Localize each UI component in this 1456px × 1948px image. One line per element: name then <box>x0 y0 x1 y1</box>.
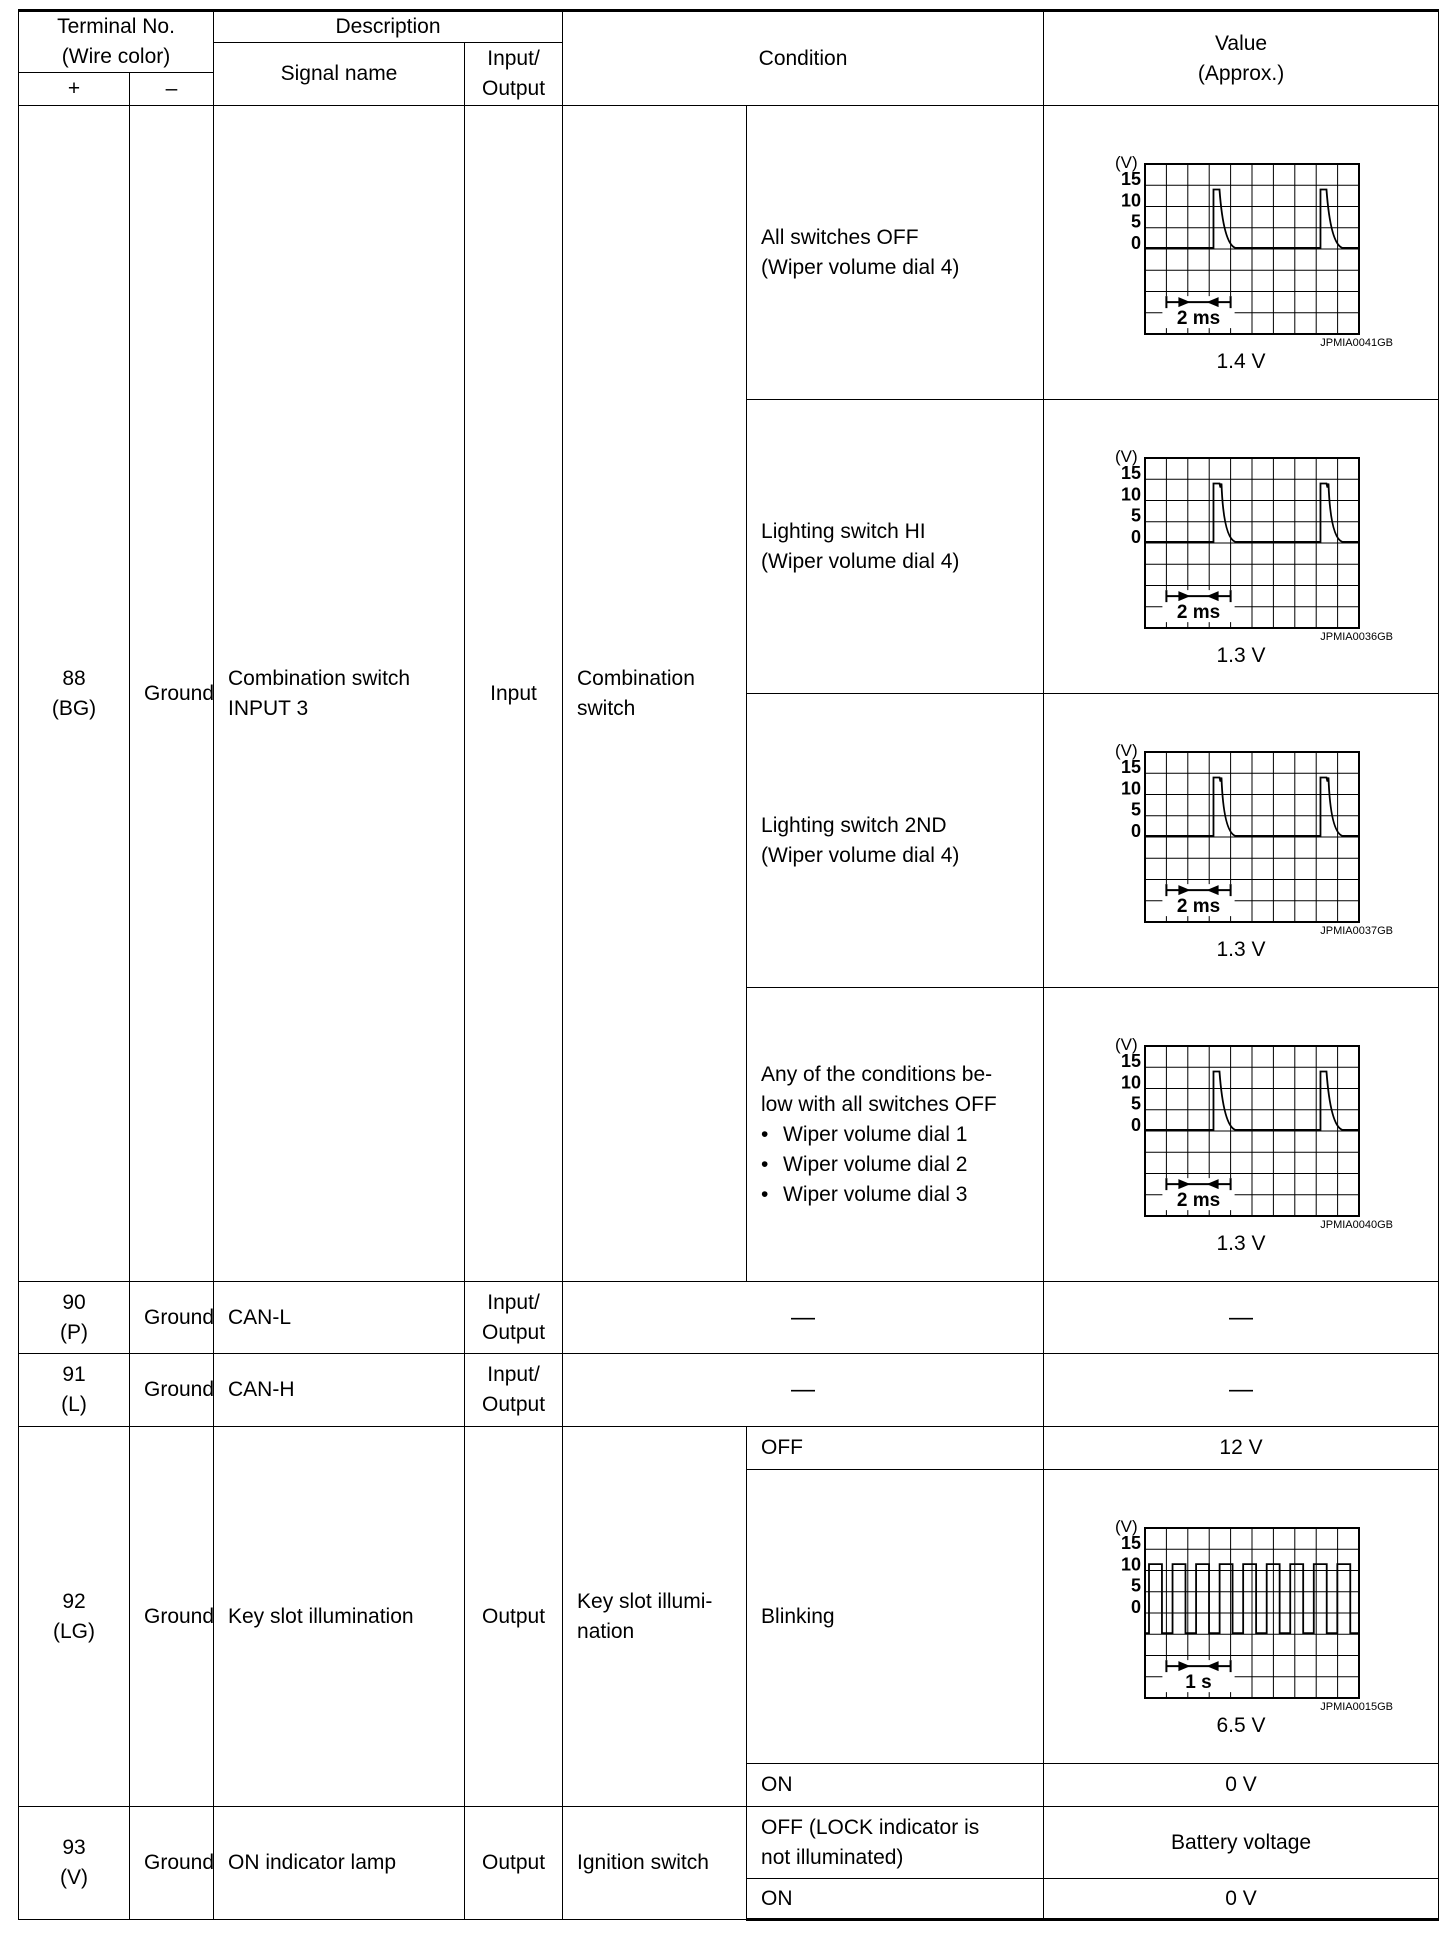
waveform-88-1 <box>1044 132 1438 346</box>
table-row-88 <box>19 106 1439 400</box>
waveform-88-4 <box>1044 1014 1438 1228</box>
header-minus: – <box>130 73 214 106</box>
y-tick-label: 0 <box>1131 526 1142 547</box>
value-88-4 <box>1044 988 1439 1282</box>
value-91: — <box>1044 1354 1439 1427</box>
y-tick-label: 15 <box>1121 1050 1142 1071</box>
value-88-1 <box>1044 106 1439 400</box>
figure-code-label: JPMIA0037GB <box>1320 924 1394 934</box>
condition-91: — <box>563 1354 1044 1427</box>
y-tick-label: 15 <box>1121 168 1142 189</box>
subcondition-line-1: All switches OFF <box>761 225 919 249</box>
header-wire-color-label: (Wire color) <box>61 45 171 68</box>
wire-color: (LG) <box>53 1619 95 1643</box>
y-tick-label: 10 <box>1121 483 1142 504</box>
bullet-item: • Wiper volume dial 2 <box>761 1150 1029 1180</box>
value-93-1: Battery voltage <box>1044 1807 1439 1879</box>
ground-90: Ground <box>130 1282 214 1354</box>
signal-name-line-1: Combination switch <box>228 666 411 690</box>
io-line-1: Input/ <box>487 1290 540 1314</box>
timebase-label: 1 s <box>1185 1671 1212 1693</box>
io-line-1: Input/ <box>487 1363 540 1386</box>
signal-93: ON indicator lamp <box>214 1807 465 1920</box>
figure-code-label: JPMIA0036GB <box>1320 630 1394 640</box>
signal-88 <box>214 106 465 1282</box>
value-88-2 <box>1044 400 1439 694</box>
condition-88: Combination switch <box>563 106 747 1282</box>
value-text: 1.3 V <box>1216 643 1266 667</box>
timebase-label: 2 ms <box>1176 895 1221 917</box>
io-91 <box>465 1354 563 1427</box>
terminal-92 <box>19 1427 130 1807</box>
condition-90: — <box>563 1282 1044 1354</box>
table-row-91 <box>19 1354 1439 1427</box>
subcondition-line-2: (Wiper volume dial 4) <box>761 843 960 867</box>
ground-93: Ground <box>130 1807 214 1920</box>
y-tick-label: 5 <box>1131 505 1142 525</box>
bullet-item: • Wiper volume dial 3 <box>761 1180 1029 1210</box>
figure-code-label: JPMIA0040GB <box>1320 1218 1394 1228</box>
y-tick-label: 5 <box>1131 211 1142 231</box>
y-tick-label: 10 <box>1121 777 1142 798</box>
figure-code-label: JPMIA0015GB <box>1320 1700 1394 1710</box>
axis-unit-label: (V) <box>1115 1034 1138 1054</box>
table-row-92 <box>19 1427 1439 1470</box>
header-description: Description <box>214 11 563 43</box>
header-input-output <box>465 43 563 106</box>
subcondition-92-1: OFF <box>747 1427 1044 1470</box>
y-tick-label: 0 <box>1131 1114 1142 1135</box>
subcondition-88-3 <box>747 694 1044 988</box>
io-92: Output <box>465 1427 563 1807</box>
axis-unit-label: (V) <box>1115 446 1138 466</box>
terminal-number: 91 <box>62 1363 86 1386</box>
y-tick-label: 5 <box>1131 1575 1142 1595</box>
figure-code-label: JPMIA0041GB <box>1320 336 1394 346</box>
wire-color: (BG) <box>51 696 97 720</box>
io-88: Input <box>465 106 563 1282</box>
value-90: — <box>1044 1282 1439 1354</box>
subcondition-93-1 <box>747 1807 1044 1879</box>
condition-line-2: nation <box>577 1619 635 1643</box>
io-93: Output <box>465 1807 563 1920</box>
value-text: 1.3 V <box>1216 937 1266 961</box>
header-signal-name: Signal name <box>214 43 465 106</box>
y-tick-label: 15 <box>1121 462 1142 483</box>
axis-unit-label: (V) <box>1115 152 1138 172</box>
value-92-3: 0 V <box>1044 1764 1439 1807</box>
terminal-93 <box>19 1807 130 1920</box>
axis-unit-label: (V) <box>1115 740 1138 760</box>
oscilloscope-chart <box>1081 720 1401 934</box>
condition-93: Ignition switch <box>563 1807 747 1920</box>
y-tick-label: 5 <box>1131 1093 1142 1113</box>
terminal-number: 88 <box>62 666 86 690</box>
ground-92: Ground <box>130 1427 214 1807</box>
subcondition-line-1: Any of the conditions be- <box>761 1062 993 1086</box>
value-92-1: 12 V <box>1044 1427 1439 1470</box>
table-row-93 <box>19 1807 1439 1879</box>
ground-91: Ground <box>130 1354 214 1427</box>
header-terminal-label: Terminal No. <box>57 15 175 38</box>
signal-92: Key slot illumination <box>214 1427 465 1807</box>
oscilloscope-chart <box>1081 1014 1401 1228</box>
y-tick-label: 10 <box>1121 1553 1142 1574</box>
signal-91: CAN-H <box>214 1354 465 1427</box>
condition-92 <box>563 1427 747 1807</box>
subcondition-line-2: (Wiper volume dial 4) <box>761 549 960 573</box>
header-terminal <box>19 11 214 73</box>
oscilloscope-chart <box>1081 1496 1401 1710</box>
table-row-90 <box>19 1282 1439 1354</box>
terminal-90 <box>19 1282 130 1354</box>
terminal-spec-table <box>18 9 1439 1921</box>
subcondition-88-1 <box>747 106 1044 400</box>
value-text: 1.3 V <box>1216 1231 1266 1255</box>
waveform-88-2 <box>1044 426 1438 640</box>
subcondition-92-3: ON <box>747 1764 1044 1807</box>
value-93-2: 0 V <box>1044 1879 1439 1920</box>
signal-90: CAN-L <box>214 1282 465 1354</box>
subcondition-line-1: Lighting switch HI <box>761 519 926 543</box>
terminal-number: 93 <box>62 1836 86 1859</box>
io-line-2: Output <box>481 1320 546 1344</box>
terminal-number: 90 <box>62 1290 86 1314</box>
signal-name-line-2: INPUT 3 <box>228 696 309 720</box>
io-line-2: Output <box>481 1393 546 1416</box>
subcondition-93-2: ON <box>747 1879 1044 1920</box>
header-value-label: Value <box>1214 31 1268 55</box>
terminal-number: 92 <box>62 1589 86 1613</box>
subcondition-88-4 <box>747 988 1044 1282</box>
header-plus: + <box>19 73 130 106</box>
y-tick-label: 5 <box>1131 799 1142 819</box>
waveform-88-3 <box>1044 720 1438 934</box>
condition-line-1: Key slot illumi- <box>577 1589 713 1613</box>
terminal-91 <box>19 1354 130 1427</box>
oscilloscope-chart <box>1081 132 1401 346</box>
value-88-3 <box>1044 694 1439 988</box>
y-tick-label: 10 <box>1121 189 1142 210</box>
header-value <box>1044 11 1439 106</box>
header-approx-label: (Approx.) <box>1197 61 1285 85</box>
header-io-label-1: Input/ <box>487 47 540 70</box>
subcondition-line-2: low with all switches OFF <box>761 1092 997 1116</box>
y-tick-label: 15 <box>1121 1532 1142 1553</box>
y-tick-label: 10 <box>1121 1071 1142 1092</box>
subcondition-92-2: Blinking <box>747 1470 1044 1764</box>
header-condition: Condition <box>563 11 1044 106</box>
timebase-label: 2 ms <box>1176 307 1221 329</box>
value-92-2 <box>1044 1470 1439 1764</box>
timebase-label: 2 ms <box>1176 601 1221 623</box>
wire-color: (V) <box>60 1866 88 1889</box>
bullet-item: • Wiper volume dial 1 <box>761 1120 1029 1150</box>
subcondition-88-2 <box>747 400 1044 694</box>
y-tick-label: 0 <box>1131 1596 1142 1617</box>
waveform-92-2 <box>1044 1496 1438 1710</box>
y-tick-label: 0 <box>1131 232 1142 253</box>
ground-88: Ground <box>130 106 214 1282</box>
header-io-label-2: Output <box>481 77 546 100</box>
subcondition-line-2: not illuminated) <box>761 1845 904 1869</box>
oscilloscope-chart <box>1081 426 1401 640</box>
subcondition-line-1: OFF (LOCK indicator is <box>761 1815 980 1839</box>
y-tick-label: 15 <box>1121 756 1142 777</box>
axis-unit-label: (V) <box>1115 1516 1138 1536</box>
value-text: 6.5 V <box>1216 1713 1266 1737</box>
wire-color: (L) <box>61 1393 87 1416</box>
io-90 <box>465 1282 563 1354</box>
terminal-88 <box>19 106 130 1282</box>
bullet-list <box>761 1120 1029 1210</box>
wire-color: (P) <box>60 1320 88 1344</box>
subcondition-line-2: (Wiper volume dial 4) <box>761 255 960 279</box>
subcondition-line-1: Lighting switch 2ND <box>761 813 947 837</box>
y-tick-label: 0 <box>1131 820 1142 841</box>
value-text: 1.4 V <box>1216 349 1266 373</box>
timebase-label: 2 ms <box>1176 1189 1221 1211</box>
